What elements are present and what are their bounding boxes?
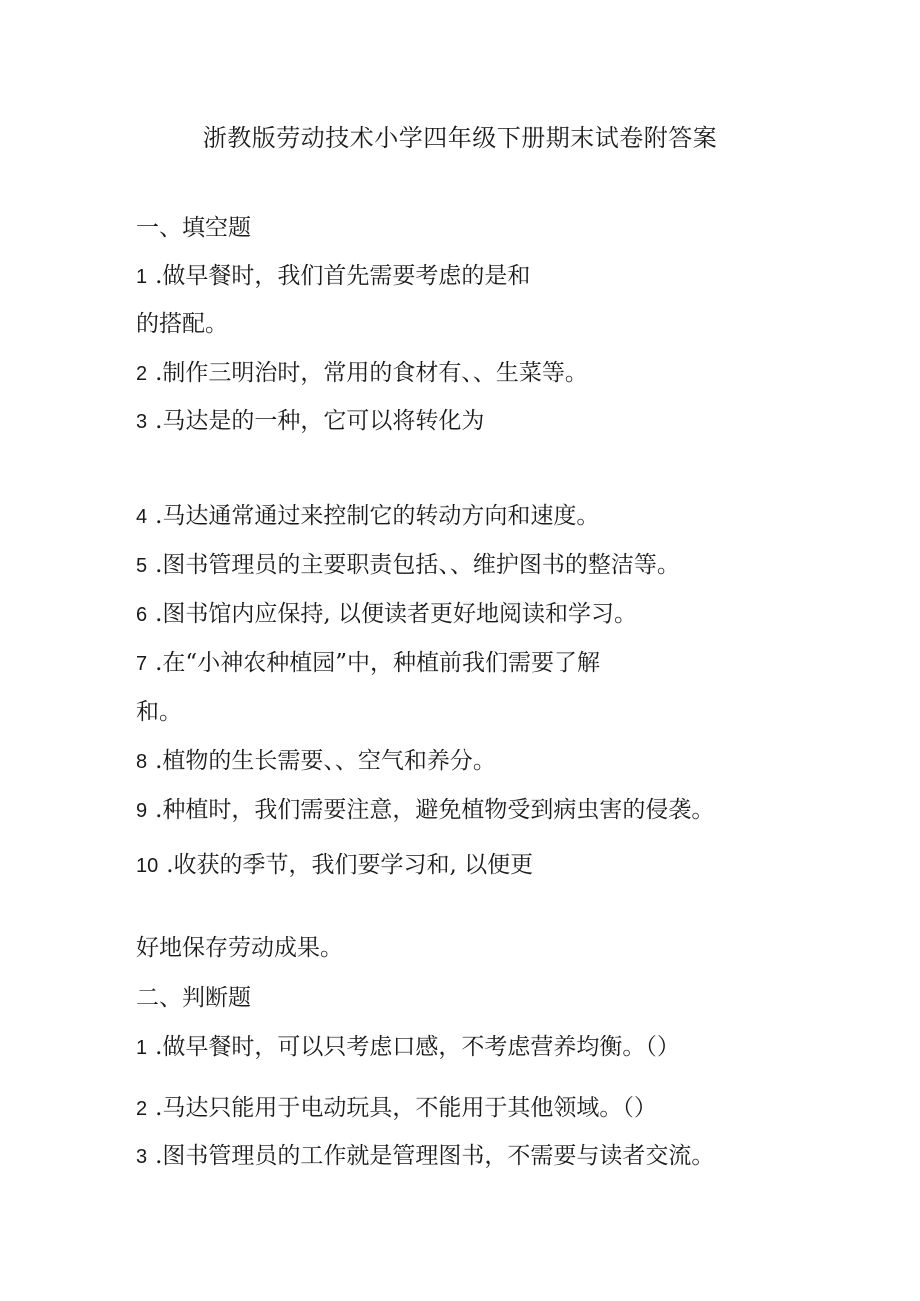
question-number: 8 bbox=[136, 751, 148, 773]
question-number: 1 bbox=[136, 266, 148, 288]
question-item bbox=[136, 358, 588, 389]
question-item bbox=[136, 599, 637, 630]
question-text: 的搭配。 bbox=[136, 311, 228, 337]
question-text: 好地保存劳动成果。 bbox=[136, 935, 343, 961]
question-item bbox=[136, 795, 714, 826]
question-number: 4 bbox=[136, 506, 148, 528]
section-heading-fill-blank: 一、填空题 bbox=[136, 215, 251, 241]
question-item bbox=[136, 1093, 657, 1124]
question-text: .做早餐时，可以只考虑口感，不考虑营养均衡。（） bbox=[155, 1034, 680, 1060]
question-text: .做早餐时，我们首先需要考虑的是和 bbox=[155, 263, 531, 289]
question-continuation bbox=[136, 933, 343, 963]
question-item bbox=[136, 850, 533, 881]
question-item bbox=[136, 501, 599, 532]
question-number: 2 bbox=[136, 363, 148, 385]
question-text: .收获的季节，我们要学习和, 以便更 bbox=[166, 852, 534, 878]
question-item bbox=[136, 1141, 714, 1172]
question-number: 6 bbox=[136, 604, 148, 626]
question-text: .制作三明治时，常用的食材有、、生菜等。 bbox=[155, 360, 588, 386]
question-text: .图书管理员的工作就是管理图书，不需要与读者交流。 bbox=[155, 1143, 715, 1169]
question-text: .马达只能用于电动玩具，不能用于其他领域。（） bbox=[155, 1095, 657, 1121]
question-number: 1 bbox=[136, 1037, 148, 1059]
question-item bbox=[136, 406, 484, 437]
question-number: 10 bbox=[136, 855, 159, 877]
question-item bbox=[136, 648, 600, 679]
section-heading-true-false: 二、判断题 bbox=[136, 985, 251, 1011]
question-number: 7 bbox=[136, 653, 148, 675]
question-number: 3 bbox=[136, 1146, 148, 1168]
question-item bbox=[136, 550, 680, 581]
question-text: .植物的生长需要、、空气和养分。 bbox=[155, 748, 496, 774]
question-item bbox=[136, 1032, 680, 1063]
question-number: 2 bbox=[136, 1098, 148, 1120]
question-item bbox=[136, 746, 496, 777]
question-text: .马达通常通过来控制它的转动方向和速度。 bbox=[155, 503, 600, 529]
question-text: .马达是的一种，它可以将转化为 bbox=[155, 408, 485, 434]
question-text: .种植时，我们需要注意，避免植物受到病虫害的侵袭。 bbox=[155, 797, 715, 823]
question-text: .在“小神农种植园”中，种植前我们需要了解 bbox=[155, 650, 600, 676]
question-text: 和。 bbox=[136, 699, 182, 725]
question-text: .图书管理员的主要职责包括、、维护图书的整洁等。 bbox=[155, 552, 680, 578]
question-number: 5 bbox=[136, 555, 148, 577]
question-continuation bbox=[136, 697, 182, 727]
question-number: 9 bbox=[136, 800, 148, 822]
question-item bbox=[136, 261, 530, 292]
question-text: .图书馆内应保持, 以便读者更好地阅读和学习。 bbox=[155, 601, 638, 627]
question-number: 3 bbox=[136, 411, 148, 433]
question-continuation bbox=[136, 309, 228, 339]
document-title: 浙教版劳动技术小学四年级下册期末试卷附答案 bbox=[202, 124, 718, 152]
